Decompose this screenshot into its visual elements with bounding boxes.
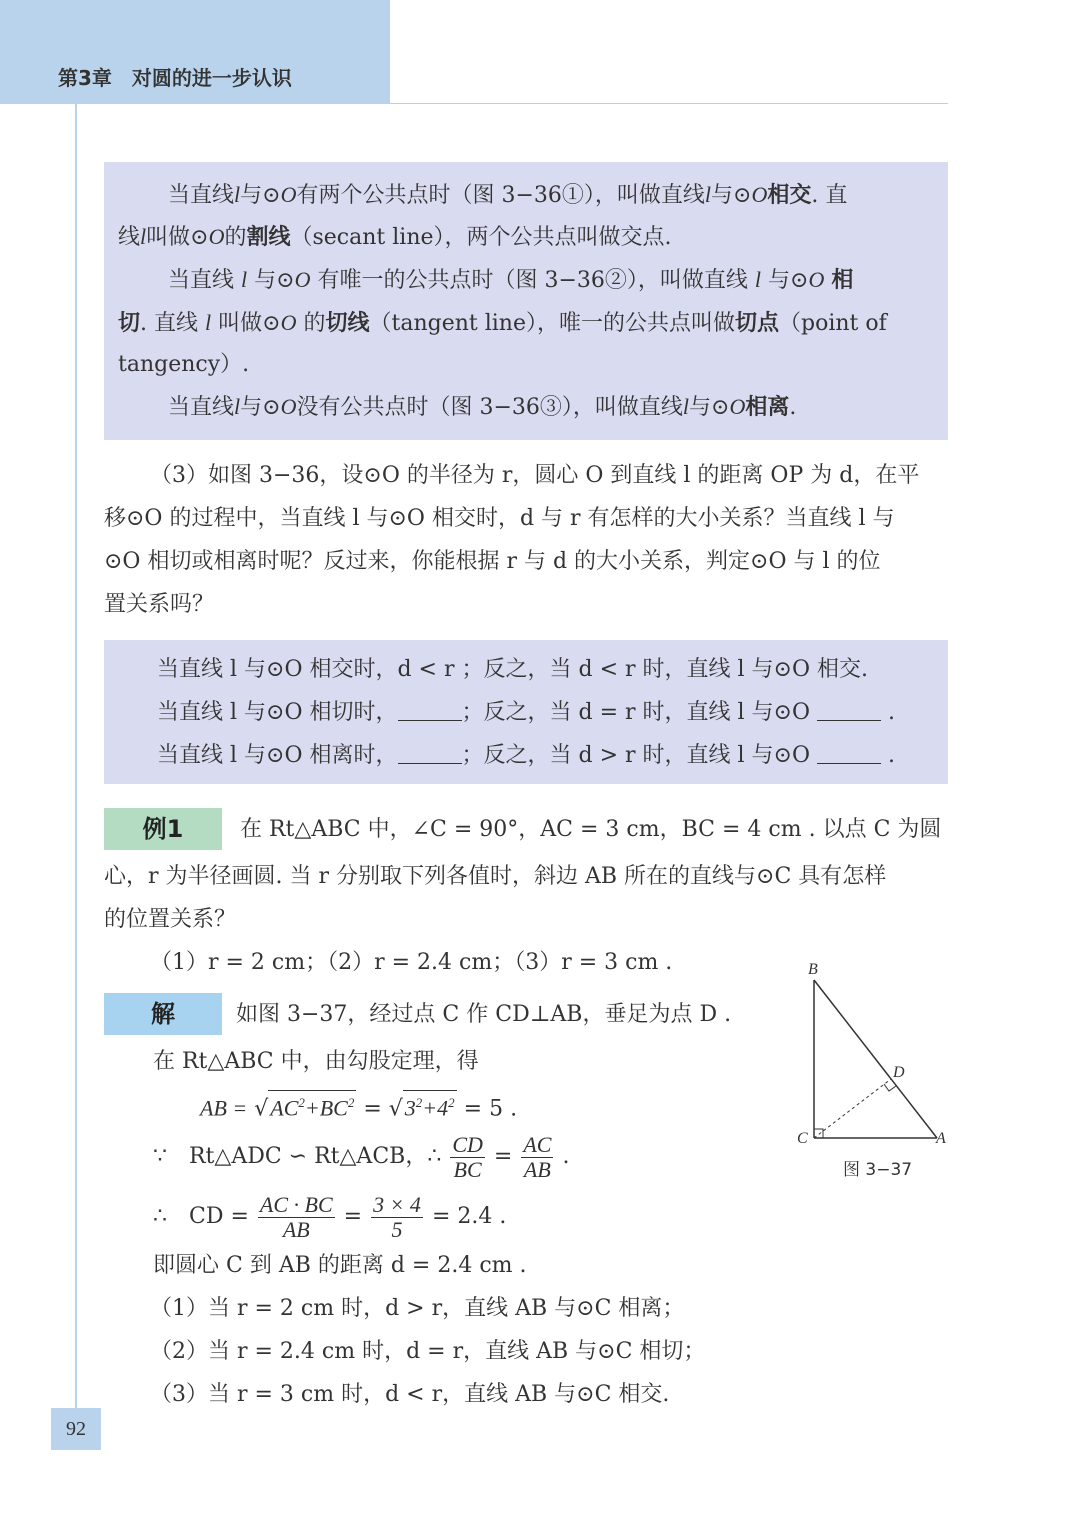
fill-row-separate: 当直线 l 与⊙O 相离时， ；反之，当 d > r 时，直线 l 与⊙O . xyxy=(157,743,895,768)
fill-row-intersect: 当直线 l 与⊙O 相交时，d < r ；反之，当 d < r 时，直线 l 与⊙O 相交. xyxy=(157,657,868,682)
solution-case3: （3）当 r = 3 cm 时，d < r，直线 AB 与⊙C 相交. xyxy=(150,1382,670,1407)
label-b: B xyxy=(808,961,818,978)
side-ab xyxy=(814,980,937,1138)
answer-blank[interactable] xyxy=(817,743,881,764)
def-secant-line1: 当直线l与⊙O有两个公共点时（图 3−36①），叫做直线l与⊙O相交. 直 xyxy=(168,182,848,208)
triangle-figure xyxy=(790,955,960,1185)
solution-line1: 如图 3−37，经过点 C 作 CD⊥AB，垂足为点 D . xyxy=(236,1002,732,1027)
header-rule xyxy=(390,103,948,104)
label-d: D xyxy=(893,1064,905,1081)
example-line3: 的位置关系？ xyxy=(104,907,237,932)
answer-blank[interactable] xyxy=(817,700,881,721)
solution-distance: 即圆心 C 到 AB 的距离 d = 2.4 cm . xyxy=(153,1253,527,1278)
answer-blank[interactable] xyxy=(398,743,462,764)
right-angle-d xyxy=(884,1084,896,1091)
solution-case2: （2）当 r = 2.4 cm 时，d = r，直线 AB 与⊙C 相切； xyxy=(150,1339,706,1364)
solution-tag: 解 xyxy=(104,993,222,1035)
page-number: 92 xyxy=(51,1408,101,1450)
label-a: A xyxy=(936,1130,946,1147)
def-tangent-line3: tangency）. xyxy=(118,352,250,377)
figure-caption: 图 3−37 xyxy=(843,1160,913,1180)
question3-line1: （3）如图 3−36，设⊙O 的半径为 r，圆心 O 到直线 l 的距离 OP 为 d，在平 xyxy=(150,463,920,488)
question3-line3: ⊙O 相切或相离时呢？反过来，你能根据 r 与 d 的大小关系，判定⊙O 与 l 的位 xyxy=(104,549,881,574)
altitude-cd xyxy=(814,1079,891,1138)
label-c: C xyxy=(797,1130,808,1147)
example-line2: 心，r 为半径画圆. 当 r 分别取下列各值时，斜边 AB 所在的直线与⊙C 具有怎样 xyxy=(104,864,887,889)
example-cases: （1）r = 2 cm；（2）r = 2.4 cm；（3）r = 3 cm . xyxy=(150,950,673,975)
pythagoras-formula: AB = $√AC^2+BC^2 = √3^2+4^2 = 5$ . xyxy=(200,1090,517,1124)
def-tangent-line1: 当直线 l 与⊙O 有唯一的公共点时（图 3−36②），叫做直线 l 与⊙O 相 xyxy=(168,267,854,293)
def-separate-line: 当直线l与⊙O没有公共点时（图 3−36③），叫做直线l与⊙O相离. xyxy=(168,394,797,420)
answer-blank[interactable] xyxy=(398,700,462,721)
example-line1: 在 Rt△ABC 中，∠C = 90°，AC = 3 cm，BC = 4 cm . 以点 C 为圆 xyxy=(240,817,942,842)
cd-formula: ∴ CD = $\frac{AC \cdot BC}{AB}$ = $\frac{3 \times 4}{5}$ = 2.4 . xyxy=(153,1191,507,1242)
question3-line2: 移⊙O 的过程中，当直线 l 与⊙O 相交时，d 与 r 有怎样的大小关系？当直线 l 与 xyxy=(104,506,895,531)
def-secant-line2: 线l叫做⊙O的割线（secant line），两个公共点叫做交点. xyxy=(118,224,672,250)
margin-rule xyxy=(75,104,77,1410)
chapter-title: 第3章 对圆的进一步认识 xyxy=(58,66,292,90)
similarity-formula: ∵ Rt△ADC ∽ Rt△ACB，∴ $\frac{CD}{BC}$ = $\frac{AC}{AB}$ . xyxy=(153,1131,570,1182)
def-tangent-line2: 切. 直线 l 叫做⊙O 的切线（tangent line），唯一的公共点叫做切点（point of xyxy=(118,310,887,336)
question3-line4: 置关系吗？ xyxy=(104,592,215,617)
solution-case1: （1）当 r = 2 cm 时，d > r，直线 AB 与⊙C 相离； xyxy=(150,1296,685,1321)
solution-line2: 在 Rt△ABC 中，由勾股定理，得 xyxy=(153,1049,479,1074)
example-tag: 例1 xyxy=(104,808,222,850)
fill-row-tangent: 当直线 l 与⊙O 相切时， ；反之，当 d = r 时，直线 l 与⊙O . xyxy=(157,700,895,725)
